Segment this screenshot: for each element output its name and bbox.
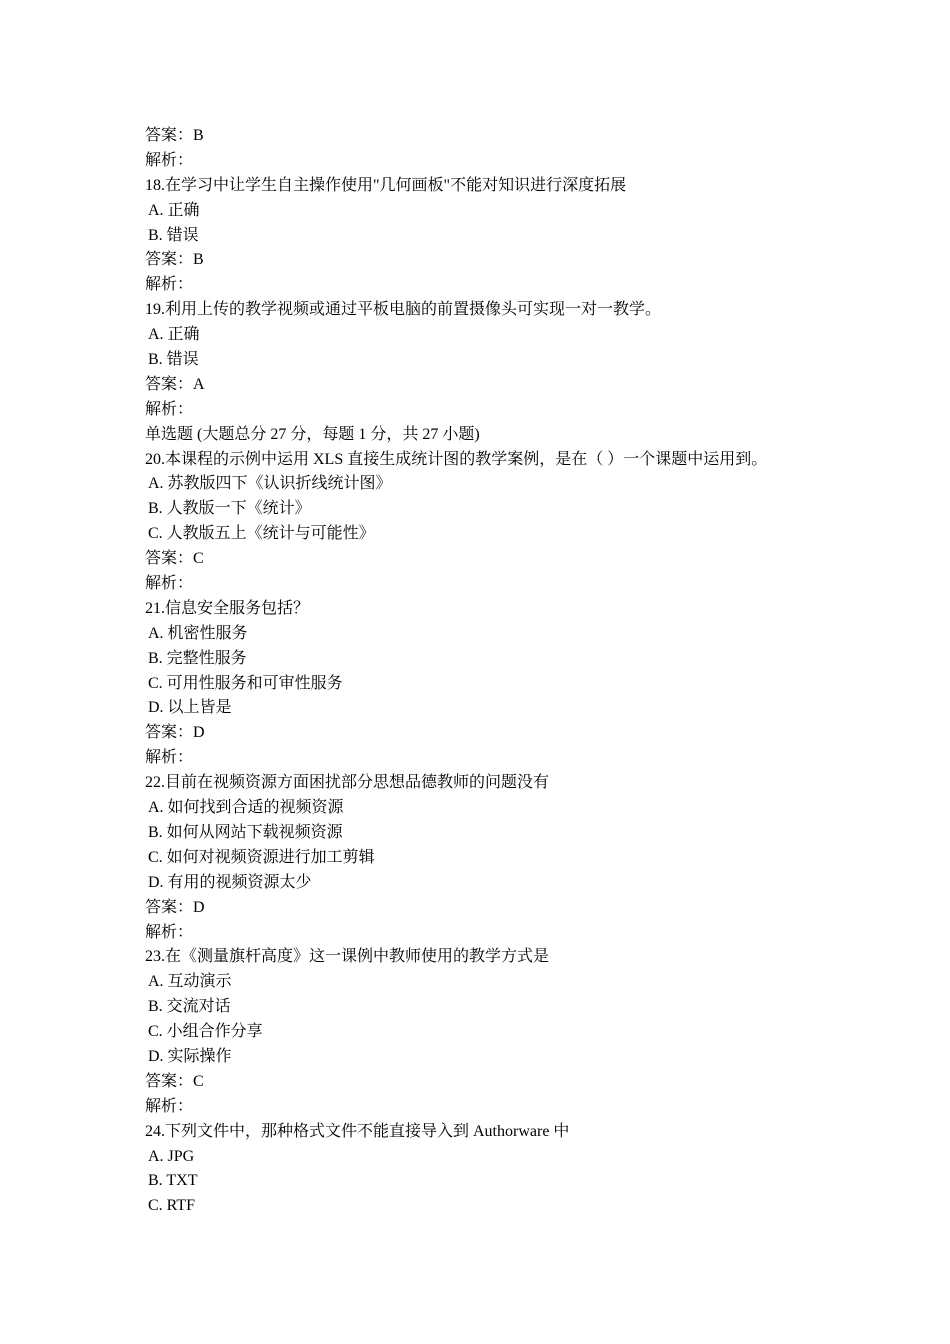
option-line: A. 机密性服务	[148, 624, 248, 642]
option-line: B. 错误	[148, 351, 199, 369]
analysis-line: 解析：	[145, 1097, 194, 1115]
option-line: C. 如何对视频资源进行加工剪辑	[148, 848, 375, 866]
option-line: D. 实际操作	[148, 1047, 232, 1065]
option-line: A. 互动演示	[148, 973, 232, 991]
option-line: C. 可用性服务和可审性服务	[148, 674, 343, 692]
option-line: A. 正确	[148, 201, 200, 219]
question-text: 19.利用上传的教学视频或通过平板电脑的前置摄像头可实现一对一教学。	[145, 301, 662, 319]
option-line: C. 人教版五上《统计与可能性》	[148, 525, 375, 543]
option-line: C. RTF	[148, 1197, 196, 1215]
question-text: 24.下列文件中，那种格式文件不能直接导入到 Authorware 中	[145, 1122, 570, 1140]
option-line: B. TXT	[148, 1172, 198, 1190]
answer-line: 答案：A	[145, 375, 205, 393]
analysis-line: 解析：	[145, 151, 194, 169]
question-text: 23.在《测量旗杆高度》这一课例中教师使用的教学方式是	[145, 948, 550, 966]
option-line: B. 如何从网站下载视频资源	[148, 823, 343, 841]
analysis-line: 解析：	[145, 276, 194, 294]
option-line: D. 有用的视频资源太少	[148, 873, 312, 891]
option-line: B. 人教版一下《统计》	[148, 500, 311, 518]
analysis-line: 解析：	[145, 923, 194, 941]
option-line: B. 交流对话	[148, 998, 231, 1016]
option-line: C. 小组合作分享	[148, 1023, 263, 1041]
answer-line: 答案：D	[145, 724, 205, 742]
answer-line: 答案：B	[145, 127, 204, 144]
answer-line: 答案：D	[145, 898, 205, 916]
option-line: D. 以上皆是	[148, 699, 232, 717]
option-line: A. JPG	[148, 1147, 195, 1165]
option-line: A. 如何找到合适的视频资源	[148, 799, 344, 817]
option-line: B. 完整性服务	[148, 649, 247, 667]
section-heading: 单选题 (大题总分 27 分，每题 1 分，共 27 小题)	[145, 425, 480, 443]
analysis-line: 解析：	[145, 575, 194, 593]
option-line: A. 正确	[148, 326, 200, 344]
answer-line: 答案：C	[145, 550, 204, 568]
question-text: 21.信息安全服务包括？	[145, 599, 310, 617]
answer-line: 答案：C	[145, 1072, 204, 1090]
question-text: 18.在学习中让学生自主操作使用"几何画板"不能对知识进行深度拓展	[145, 176, 627, 194]
analysis-line: 解析：	[145, 400, 194, 418]
option-line: A. 苏教版四下《认识折线统计图》	[148, 475, 392, 493]
option-line: B. 错误	[148, 226, 199, 244]
question-text: 20.本课程的示例中运用 XLS 直接生成统计图的教学案例，是在（ ）一个课题中运用到。	[145, 450, 768, 468]
analysis-line: 解析：	[145, 749, 194, 767]
answer-line: 答案：B	[145, 251, 204, 269]
question-text: 22.目前在视频资源方面困扰部分思想品德教师的问题没有	[145, 774, 550, 792]
document-body	[145, 124, 925, 1219]
